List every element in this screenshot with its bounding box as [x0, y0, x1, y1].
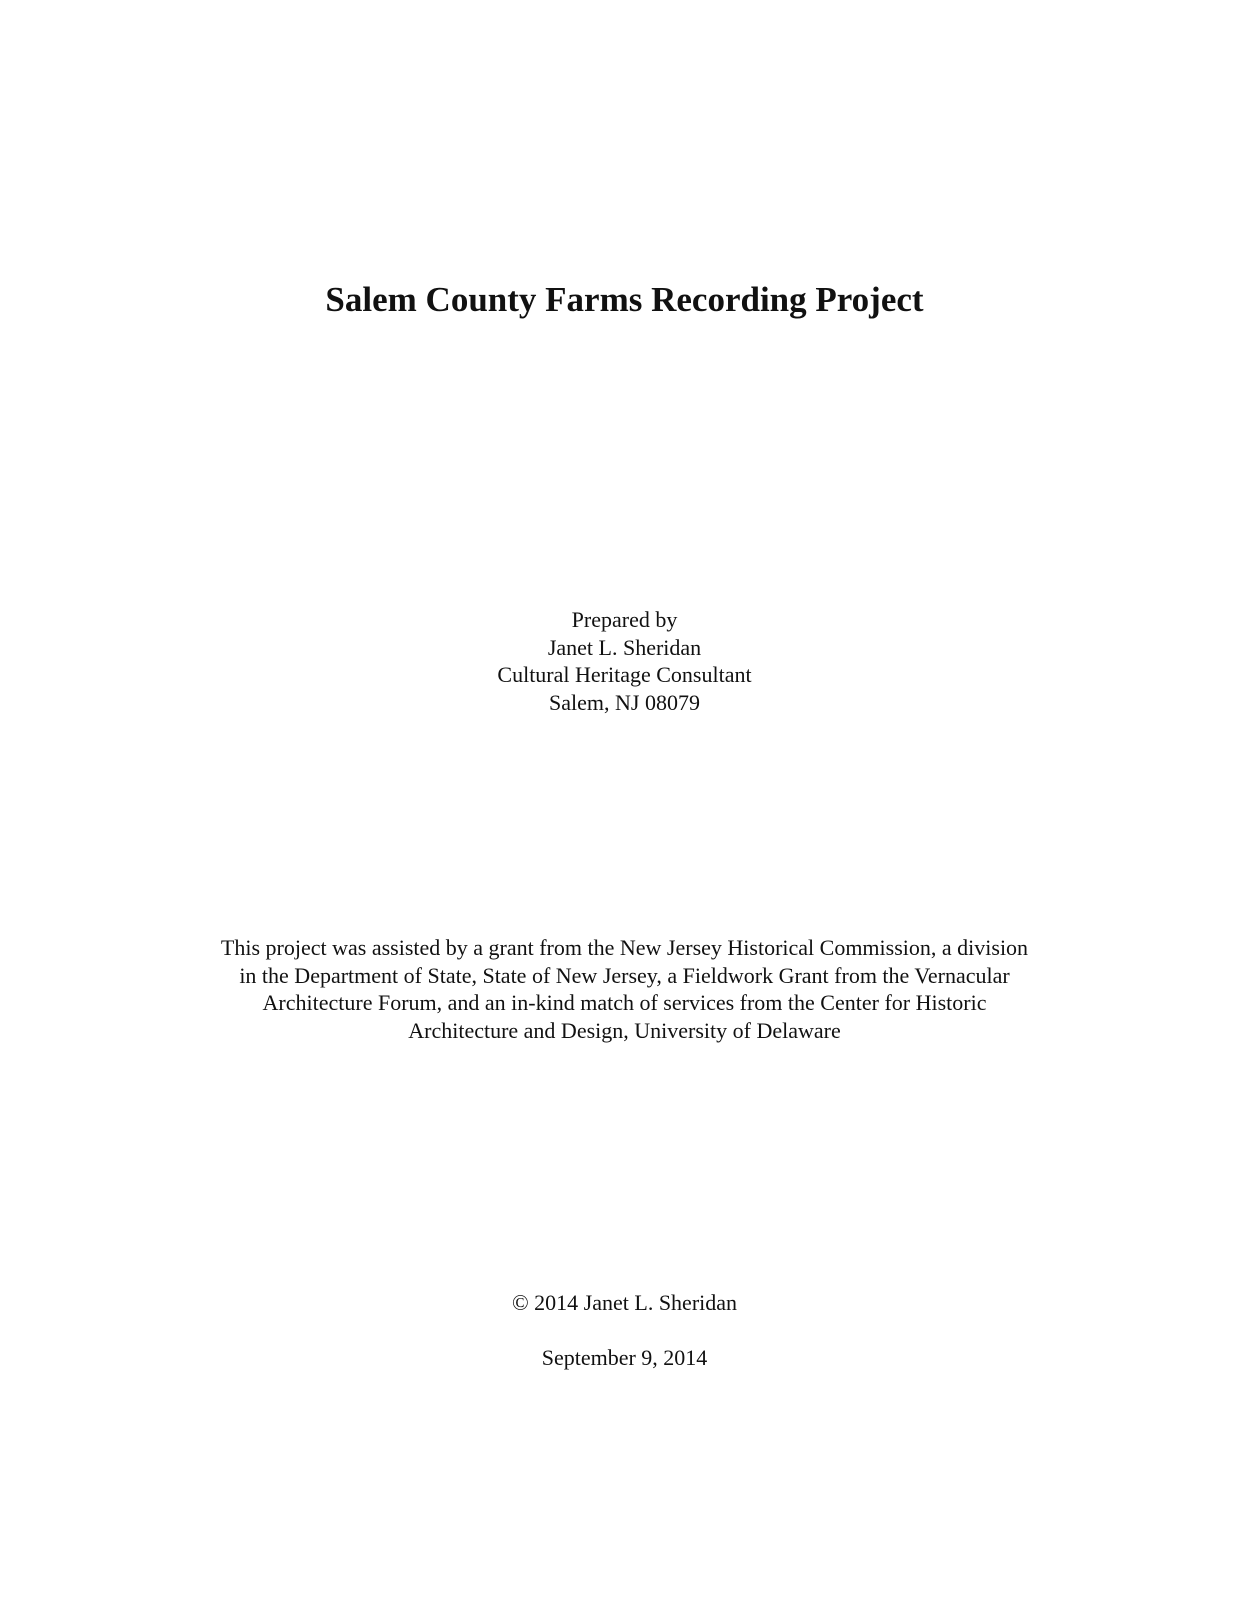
prepared-by-block — [0, 606, 1237, 716]
author-name: Janet L. Sheridan — [547, 634, 702, 660]
document-date: September 9, 2014 — [541, 1345, 708, 1370]
grant-line-1: This project was assisted by a grant from the New Jersey Historical Commission, a division — [220, 935, 1029, 960]
grant-line-3: Architecture Forum, and an in-kind match of services from the Center for Historic — [262, 990, 987, 1015]
author-location: Salem, NJ 08079 — [549, 689, 700, 715]
copyright-notice: © 2014 Janet L. Sheridan — [511, 1290, 738, 1315]
author-role: Cultural Heritage Consultant — [497, 662, 752, 687]
grant-line-2: in the Department of State, State of New Jersey, a Fieldwork Grant from the Vernacular — [239, 962, 1010, 988]
grant-line-4: Architecture and Design, University of Delaware — [408, 1017, 841, 1043]
prepared-by-label: Prepared by — [571, 607, 678, 632]
grant-acknowledgement — [0, 934, 1237, 1044]
document-title: Salem County Farms Recording Project — [325, 280, 924, 319]
